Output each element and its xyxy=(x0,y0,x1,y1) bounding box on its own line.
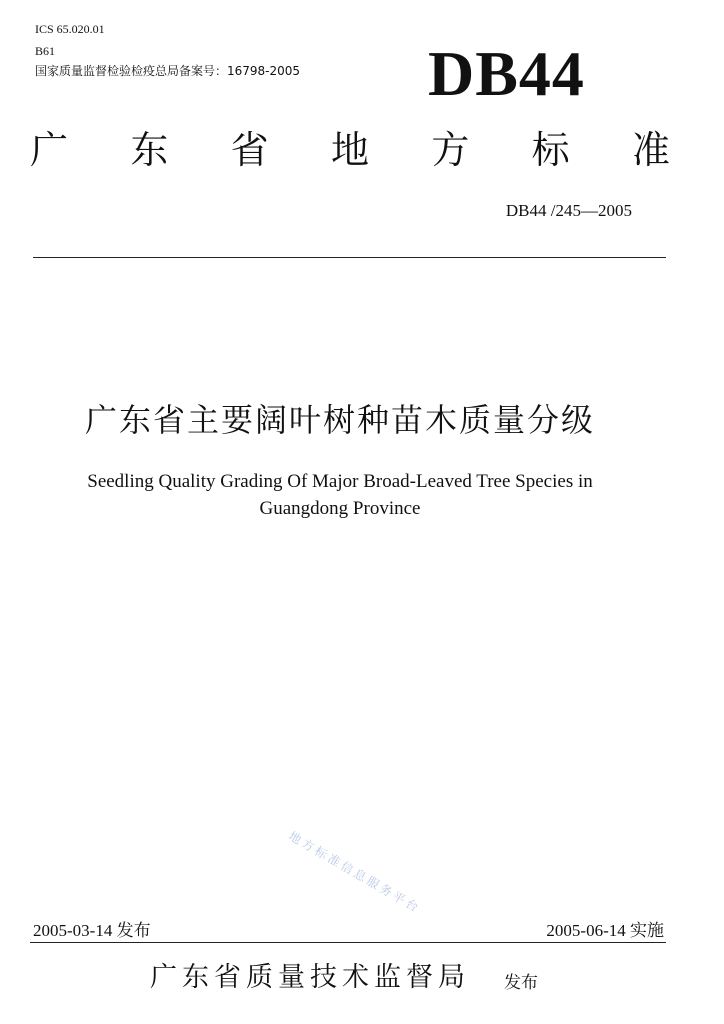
bottom-divider xyxy=(30,942,666,943)
title-english xyxy=(40,468,640,522)
standard-type-char: 省 xyxy=(230,128,269,172)
standard-type-char: 方 xyxy=(431,128,470,172)
db-mark: DB44 xyxy=(428,38,585,109)
ccs-code: B61 xyxy=(35,44,56,58)
watermark: 地方标准信息服务平台 xyxy=(286,828,424,917)
issue-date: 2005-03-14 发布 xyxy=(33,921,151,940)
standard-type-char: 地 xyxy=(330,128,369,172)
standard-number: DB44 /245—2005 xyxy=(505,201,632,220)
record-number: 国家质量监督检验检疫总局备案号：16798-2005 xyxy=(35,64,301,78)
standard-type-char: 广 xyxy=(30,128,69,172)
issuer-name: 广东省质量技术监督局 xyxy=(150,962,470,993)
issuer-suffix: 发布 xyxy=(504,973,538,993)
standard-type-char: 标 xyxy=(531,128,570,172)
top-divider xyxy=(33,257,666,258)
title-english-line-1: Seedling Quality Grading Of Major Broad-Leaved Tree Species in xyxy=(87,471,593,492)
standard-type-char: 准 xyxy=(631,128,670,172)
title-chinese: 广东省主要阔叶树种苗木质量分级 xyxy=(84,401,595,439)
ics-code: ICS 65.020.01 xyxy=(35,22,105,36)
title-english-line-2: Guangdong Province xyxy=(259,498,421,519)
implementation-date: 2005-06-14 实施 xyxy=(546,921,664,940)
standard-type-heading xyxy=(30,128,670,172)
standard-type-char: 东 xyxy=(130,128,169,172)
